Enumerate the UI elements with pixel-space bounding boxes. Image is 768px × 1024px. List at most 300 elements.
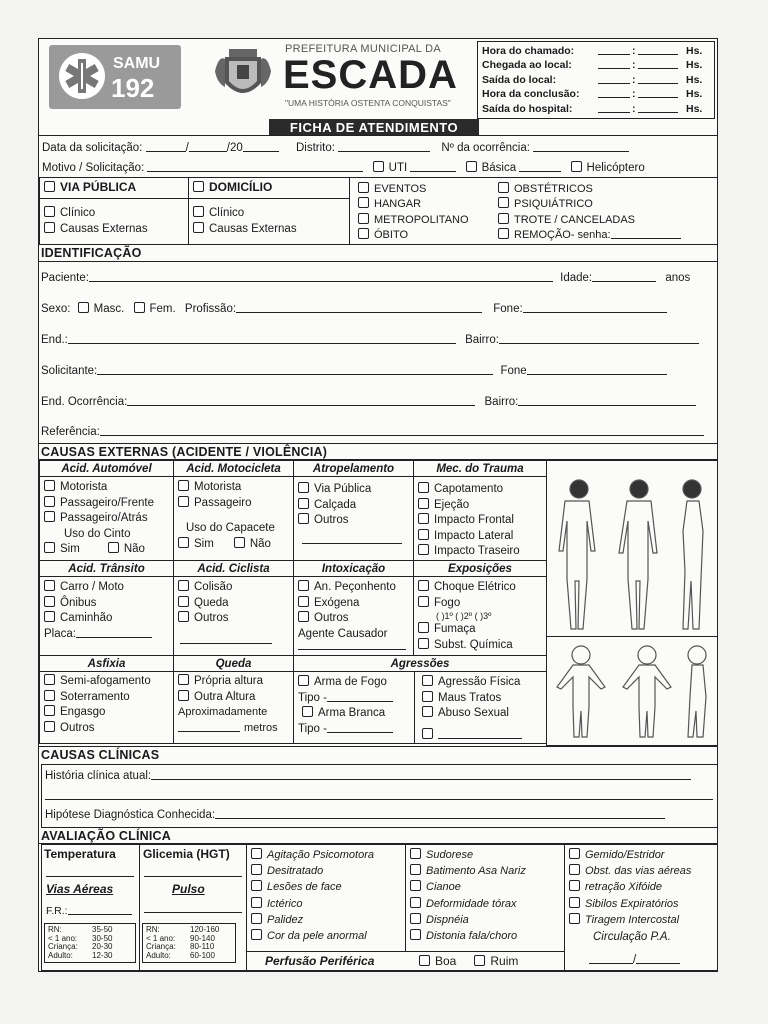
helicoptero-label: Helicóptero [586, 162, 645, 174]
mec-impacto-lateral-label: Impacto Lateral [434, 529, 514, 542]
agente-causador-field[interactable] [298, 649, 406, 650]
capacete-sim-label: Sim [194, 537, 214, 550]
moto-motorista-checkbox[interactable] [178, 480, 189, 491]
city-name: ESCADA [283, 53, 458, 97]
child-front-figure [557, 646, 605, 737]
time-unit-0: Hs. [686, 45, 703, 57]
fone2-field[interactable] [527, 364, 667, 375]
hipotese-label: Hipótese Diagnóstica Conhecida: [45, 809, 216, 821]
ciclista-queda-label: Queda [194, 596, 229, 609]
solicitante-label: Solicitante: [41, 365, 98, 377]
time-unit-2: Hs. [686, 73, 703, 86]
helicoptero-checkbox[interactable] [571, 161, 582, 172]
anos-label: anos [665, 272, 691, 284]
placa-label: Placa: [44, 627, 76, 640]
dom-clinico-checkbox[interactable] [193, 206, 204, 217]
end-label: End.: [41, 334, 68, 346]
asfixia-box [39, 655, 174, 744]
samu-logo [49, 45, 181, 109]
boa-label: Boa [435, 954, 457, 968]
agente-causador-label: Agente Causador [298, 627, 388, 640]
ciclista-outros-field[interactable] [180, 643, 272, 644]
profissao-field[interactable] [236, 302, 482, 313]
sign-deformidade-torax-label: Deformidade tórax [426, 897, 517, 910]
atropelamento-box [293, 460, 414, 561]
mec-trauma-box [413, 460, 547, 561]
acid-transito-title: Acid. Trânsito [40, 561, 173, 577]
cinto-nao-checkbox[interactable] [108, 542, 119, 553]
time-hour-field-2[interactable] [598, 73, 630, 84]
mec-impacto-traseiro-label: Impacto Traseiro [434, 545, 520, 558]
transito-carro-moto-checkbox[interactable] [44, 580, 55, 591]
sign-cianoe-checkbox[interactable] [410, 880, 421, 891]
date-slash: / [185, 142, 189, 154]
pulso-label: Pulso [172, 882, 205, 896]
motivo-field[interactable] [147, 161, 363, 172]
atrop-via-publica-checkbox[interactable] [298, 482, 309, 493]
samu-word: SAMU [113, 55, 161, 72]
temperatura-field[interactable] [46, 876, 134, 877]
moto-capacete-label: Uso do Capacete [186, 522, 275, 535]
asfixia-semi-afogamento-label: Semi-afogamento [60, 675, 151, 687]
idade-field[interactable] [592, 271, 656, 282]
fone2-label: Fone [500, 365, 527, 377]
ref-label-3: Adulto: [146, 950, 171, 960]
asfixia-title: Asfixia [40, 656, 173, 672]
sign-lesoes-de-face-checkbox[interactable] [251, 880, 262, 891]
capacete-nao-checkbox[interactable] [234, 537, 245, 548]
mec-capotamento-label: Capotamento [434, 483, 504, 495]
asfixia-soterramento-label: Soterramento [60, 690, 130, 703]
masc-checkbox[interactable] [78, 302, 89, 313]
expo-fogo-checkbox[interactable] [418, 596, 429, 607]
metros-label: metros [244, 721, 278, 734]
via-clinico-label: Clínico [60, 207, 96, 219]
automovel-motorista-checkbox[interactable] [44, 480, 55, 491]
pa-systolic-field[interactable] [589, 953, 633, 964]
expo-choque-eletrico-label: Choque Elétrico [434, 581, 516, 593]
time-label-3: Hora da conclusão: [482, 88, 580, 101]
bairro2-field[interactable] [518, 395, 696, 406]
queda-title: Queda [174, 656, 293, 672]
time-hour-field-1[interactable] [598, 58, 630, 69]
causas-externas-title: CAUSAS EXTERNAS (ACIDENTE / VIOLÊNCIA) [41, 445, 328, 459]
loc-obito-checkbox[interactable] [358, 228, 369, 239]
domicilio-checkbox[interactable] [193, 181, 204, 192]
time-label-2: Saída do local: [482, 73, 557, 86]
via-publica-checkbox[interactable] [44, 181, 55, 192]
aprox-label: Aproximadamente [178, 706, 268, 719]
sign-distonia-fala-choro-label: Distonia fala/choro [426, 930, 518, 943]
ref-label-1: < 1 ano: [48, 933, 78, 943]
end-field[interactable] [68, 333, 456, 344]
loc-psiquiatrico-label: PSIQUIÁTRICO [514, 198, 593, 211]
sign-tiragem-intercostal-checkbox[interactable] [569, 913, 580, 924]
temperatura-label: Temperatura [44, 847, 116, 861]
atrop-calcada-checkbox[interactable] [298, 498, 309, 509]
mec-ejecao-label: Ejeção [434, 498, 470, 511]
ciclista-outros-label: Outros [194, 612, 229, 625]
location-options-box [349, 177, 717, 245]
star-of-life-icon [59, 53, 105, 99]
child-side-figure [688, 646, 706, 737]
cinto-sim-label: Sim [60, 543, 80, 556]
signs-col3 [564, 844, 717, 971]
expo-fumaca-checkbox[interactable] [418, 622, 429, 633]
automovel-passageiro-frente-checkbox[interactable] [44, 496, 55, 507]
automovel-motorista-label: Motorista [60, 481, 108, 493]
sign-retracao-xifoide-label: retração Xifóide [585, 881, 663, 894]
sign-batimento-asa-nariz-checkbox[interactable] [410, 864, 421, 875]
form-title: FICHA DE ATENDIMENTO [269, 119, 479, 136]
sign-sibilos-expiratorios-checkbox[interactable] [569, 897, 580, 908]
exposicoes-box [413, 560, 547, 656]
vias-aereas-label: Vias Aéreas [46, 882, 114, 896]
sign-cor-da-pele-anormal-checkbox[interactable] [251, 929, 262, 940]
queda-propria-altura-label: Própria altura [194, 675, 264, 687]
intox-outros-checkbox[interactable] [298, 611, 309, 622]
basica-field[interactable] [519, 161, 561, 172]
perfusao-label: Perfusão Periférica [265, 954, 375, 968]
arma-fogo-tipo-label: Tipo - [298, 691, 327, 704]
sign-palidez-label: Palidez [267, 913, 304, 926]
loc-eventos-checkbox[interactable] [358, 182, 369, 193]
sign-tiragem-intercostal-label: Tiragem Intercostal [585, 913, 680, 926]
fr-label: F.R.: [46, 905, 68, 917]
intox-exogena-checkbox[interactable] [298, 596, 309, 607]
time-colon-0: : [632, 45, 636, 57]
fr-reference-table [44, 923, 136, 963]
bairro-field[interactable] [499, 333, 699, 344]
bairro-label: Bairro: [465, 334, 499, 346]
agressoes-box [293, 655, 547, 744]
sexo-label: Sexo: [41, 303, 71, 315]
sign-dispneia-label: Dispnéia [426, 913, 469, 926]
mec-ejecao-checkbox[interactable] [418, 498, 429, 509]
acid-transito-box [39, 560, 174, 656]
solicitante-field[interactable] [97, 364, 493, 375]
time-hour-field-4[interactable] [598, 102, 630, 113]
atrop-outros-field[interactable] [302, 543, 402, 544]
queda-box [173, 655, 294, 744]
time-unit-4: Hs. [686, 102, 703, 115]
cinto-sim-checkbox[interactable] [44, 542, 55, 553]
acid-ciclista-box [173, 560, 294, 656]
automovel-cinto-label: Uso do Cinto [64, 527, 131, 540]
sign-distonia-fala-choro-checkbox[interactable] [410, 929, 421, 940]
time-minute-field-0[interactable] [638, 44, 678, 55]
agressao-maus-tratos-label: Maus Tratos [438, 691, 502, 704]
ruim-checkbox[interactable] [474, 955, 485, 966]
ciclista-outros-checkbox[interactable] [178, 611, 189, 622]
domicilio-box [188, 177, 350, 245]
boa-checkbox[interactable] [419, 955, 430, 966]
date-day-field[interactable] [146, 141, 186, 152]
adult-back-figure [619, 480, 657, 629]
causas-clinicas-box [41, 764, 717, 828]
time-colon-2: : [632, 73, 636, 86]
sign-cianoe-label: Cianoe [426, 881, 461, 894]
moto-motorista-label: Motorista [194, 481, 242, 493]
hipotese-field[interactable] [215, 808, 665, 819]
metros-field[interactable] [178, 721, 240, 732]
ref-value-3: 12-30 [92, 950, 113, 960]
queda-outra-altura-checkbox[interactable] [178, 690, 189, 701]
loc-eventos-label: EVENTOS [374, 183, 427, 195]
asfixia-semi-afogamento-checkbox[interactable] [44, 674, 55, 685]
time-hour-field-0[interactable] [598, 44, 630, 55]
domicilio-label: DOMICÍLIO [209, 180, 273, 194]
sign-sudorese-checkbox[interactable] [410, 848, 421, 859]
fone-field[interactable] [523, 302, 667, 313]
sign-gemido-estridor-label: Gemido/Estridor [585, 849, 665, 861]
district-field[interactable] [338, 141, 430, 152]
intox-exogena-label: Exógena [314, 596, 360, 609]
exposicoes-title: Exposições [414, 561, 546, 577]
asfixia-soterramento-checkbox[interactable] [44, 690, 55, 701]
time-minute-field-3[interactable] [638, 87, 678, 98]
date-year-field[interactable] [243, 141, 279, 152]
sign-icterico-label: Ictérico [267, 897, 303, 910]
intox-an-peconhento-checkbox[interactable] [298, 580, 309, 591]
transito-carro-moto-label: Carro / Moto [60, 581, 124, 593]
sign-retracao-xifoide-checkbox[interactable] [569, 880, 580, 891]
time-unit-3: Hs. [686, 88, 703, 101]
ref-label-0: RN: [48, 925, 62, 934]
ref-label-0: RN: [146, 925, 160, 934]
mec-trauma-title: Mec. do Trauma [414, 461, 546, 477]
acid-automovel-title: Acid. Automóvel [40, 461, 173, 477]
occurrence-field[interactable] [533, 141, 629, 152]
expo-choque-eletrico-checkbox[interactable] [418, 580, 429, 591]
agressao-abuso-sexual-label: Abuso Sexual [438, 707, 509, 720]
acid-ciclista-title: Acid. Ciclista [174, 561, 293, 577]
pulso-reference-table [142, 923, 236, 963]
samu-number: 192 [111, 73, 155, 103]
glicemia-label: Glicemia (HGT) [143, 847, 230, 861]
via-clinico-checkbox[interactable] [44, 206, 55, 217]
ref-label-1: < 1 ano: [146, 933, 176, 943]
sign-obst-das-vias-aereas-checkbox[interactable] [569, 864, 580, 875]
time-minute-field-2[interactable] [638, 73, 678, 84]
intox-outros-label: Outros [314, 612, 349, 625]
intoxicacao-title: Intoxicação [294, 561, 413, 577]
sign-palidez-checkbox[interactable] [251, 913, 262, 924]
motto-text: "UMA HISTÓRIA OSTENTA CONQUISTAS" [285, 98, 451, 108]
district-label: Distrito: [295, 142, 335, 154]
time-label-0: Hora do chamado: [482, 45, 575, 57]
via-causas-checkbox[interactable] [44, 222, 55, 233]
paciente-label: Paciente: [41, 272, 89, 284]
loc-hangar-label: HANGAR [374, 198, 422, 211]
via-publica-box [39, 177, 189, 245]
loc-metropolitano-checkbox[interactable] [358, 213, 369, 224]
historia-field[interactable] [151, 769, 691, 780]
sign-desitratado-checkbox[interactable] [251, 864, 262, 875]
fone-label: Fone: [493, 303, 523, 315]
sign-gemido-estridor-checkbox[interactable] [569, 848, 580, 859]
agressao-outros-checkbox[interactable] [422, 728, 433, 739]
signs-col2 [405, 844, 565, 952]
agressao-agressao-fisica-label: Agressão Física [438, 676, 521, 688]
perfusao-box [246, 951, 565, 971]
ruim-label: Ruim [490, 954, 519, 968]
automovel-passageiro-atras-checkbox[interactable] [44, 511, 55, 522]
loc-remocao-senha-checkbox[interactable] [498, 228, 509, 239]
ref-value-2: 80-110 [190, 942, 215, 952]
moto-passageiro-checkbox[interactable] [178, 496, 189, 507]
referencia-label: Referência: [41, 426, 100, 438]
adult-front-figure [559, 480, 595, 629]
fr-field[interactable] [68, 904, 132, 915]
capacete-sim-checkbox[interactable] [178, 537, 189, 548]
uti-checkbox[interactable] [373, 161, 384, 172]
arma-fogo-checkbox[interactable] [298, 675, 309, 686]
date-month-field[interactable] [189, 141, 227, 152]
ref-value-0: 120-160 [190, 925, 220, 934]
municipal-crest-icon [211, 47, 275, 107]
sign-dispneia-checkbox[interactable] [410, 913, 421, 924]
time-unit-1: Hs. [686, 59, 703, 72]
atrop-via-publica-label: Via Pública [314, 483, 372, 495]
profissao-label: Profissão: [184, 303, 237, 315]
child-back-figure [623, 646, 671, 737]
pa-diastolic-field[interactable] [636, 953, 680, 964]
prefeitura-text: PREFEITURA MUNICIPAL DA [285, 43, 442, 55]
arma-branca-tipo-label: Tipo - [298, 722, 327, 735]
masc-label: Masc. [93, 303, 125, 315]
loc-obstetricos-checkbox[interactable] [498, 182, 509, 193]
basica-checkbox[interactable] [466, 161, 477, 172]
transito-caminhao-checkbox[interactable] [44, 611, 55, 622]
transito-onibus-checkbox[interactable] [44, 596, 55, 607]
loc-trote-canceladas-checkbox[interactable] [498, 213, 509, 224]
dom-clinico-label: Clínico [209, 207, 245, 219]
atrop-outros-checkbox[interactable] [298, 513, 309, 524]
time-minute-field-1[interactable] [638, 58, 678, 69]
pa-slash: / [633, 954, 637, 966]
asfixia-outros-label: Outros [60, 721, 95, 734]
time-hour-field-3[interactable] [598, 87, 630, 98]
mec-impacto-frontal-checkbox[interactable] [418, 513, 429, 524]
circulacao-label: Circulação P.A. [593, 931, 671, 943]
sign-deformidade-torax-checkbox[interactable] [410, 897, 421, 908]
mec-capotamento-checkbox[interactable] [418, 482, 429, 493]
loc-obstetricos-label: OBSTÉTRICOS [514, 183, 593, 195]
intoxicacao-box [293, 560, 414, 656]
atrop-outros-label: Outros [314, 514, 349, 527]
atropelamento-title: Atropelamento [294, 461, 413, 477]
fem-label: Fem. [149, 303, 176, 315]
historia-extra-line[interactable] [45, 799, 713, 800]
remocao-senha-field[interactable] [611, 228, 681, 239]
queda-outra-altura-label: Outra Altura [194, 690, 256, 703]
referencia-field[interactable] [100, 425, 704, 436]
via-causas-label: Causas Externas [60, 223, 148, 235]
dom-causas-checkbox[interactable] [193, 222, 204, 233]
sign-obst-das-vias-aereas-label: Obst. das vias aéreas [585, 865, 692, 878]
time-label-1: Chegada ao local: [482, 59, 572, 72]
time-minute-field-4[interactable] [638, 102, 678, 113]
time-label-4: Saída do hospital: [482, 102, 573, 115]
arma-fogo-tipo-field[interactable] [327, 691, 393, 702]
dom-causas-label: Causas Externas [209, 223, 297, 235]
time-colon-1: : [632, 59, 636, 72]
mec-impacto-traseiro-checkbox[interactable] [418, 544, 429, 555]
agressao-agressao-fisica-checkbox[interactable] [422, 675, 433, 686]
sign-sudorese-label: Sudorese [426, 849, 474, 861]
sign-sibilos-expiratorios-label: Sibilos Expiratórios [585, 897, 679, 910]
moto-passageiro-label: Passageiro [194, 496, 252, 509]
ciclista-colisao-label: Colisão [194, 581, 233, 593]
ref-label-2: Criança: [48, 942, 78, 952]
asfixia-outros-checkbox[interactable] [44, 721, 55, 732]
uti-label: UTI [388, 162, 408, 174]
via-publica-label: VIA PÚBLICA [60, 180, 137, 194]
body-diagram-child [546, 636, 717, 746]
times-box [477, 41, 715, 119]
loc-psiquiatrico-checkbox[interactable] [498, 197, 509, 208]
ref-value-1: 90-140 [190, 933, 215, 943]
placa-field[interactable] [76, 627, 152, 638]
automovel-passageiro-frente-label: Passageiro/Frente [60, 496, 154, 509]
bairro2-label: Bairro: [484, 396, 519, 408]
ciclista-queda-checkbox[interactable] [178, 596, 189, 607]
historia-label: História clínica atual: [45, 770, 152, 782]
ref-value-3: 60-100 [190, 950, 215, 960]
asfixia-engasgo-checkbox[interactable] [44, 705, 55, 716]
ciclista-colisao-checkbox[interactable] [178, 580, 189, 591]
agressoes-title: Agressões [294, 656, 546, 672]
pulso-field[interactable] [144, 912, 242, 913]
agressao-outros-field[interactable] [438, 728, 522, 739]
agressao-abuso-sexual-checkbox[interactable] [422, 706, 433, 717]
sign-desitratado-label: Desitratado [267, 865, 324, 878]
arma-branca-tipo-field[interactable] [327, 722, 393, 733]
sign-agitacao-psicomotora-checkbox[interactable] [251, 848, 262, 859]
loc-trote-canceladas-label: TROTE / CANCELADAS [514, 213, 636, 226]
arma-branca-label: Arma Branca [318, 707, 386, 720]
expo-subst-quimica-label: Subst. Química [434, 638, 513, 651]
motivo-label: Motivo / Solicitação: [42, 162, 145, 174]
paciente-field[interactable] [89, 271, 553, 282]
arma-branca-checkbox[interactable] [302, 706, 313, 717]
mec-impacto-frontal-label: Impacto Frontal [434, 514, 514, 527]
fem-checkbox[interactable] [134, 302, 145, 313]
sign-icterico-checkbox[interactable] [251, 897, 262, 908]
agressao-maus-tratos-checkbox[interactable] [422, 691, 433, 702]
mec-impacto-lateral-checkbox[interactable] [418, 529, 429, 540]
expo-subst-quimica-checkbox[interactable] [418, 638, 429, 649]
loc-hangar-checkbox[interactable] [358, 197, 369, 208]
end-ocorrencia-field[interactable] [127, 395, 475, 406]
ref-value-1: 30-50 [92, 933, 113, 943]
acid-automovel-box [39, 460, 174, 561]
ref-label-3: Adulto: [48, 950, 73, 960]
loc-obito-label: ÓBITO [374, 229, 409, 242]
arma-fogo-label: Arma de Fogo [314, 676, 387, 688]
uti-field[interactable] [410, 161, 456, 172]
transito-onibus-label: Ônibus [60, 596, 97, 609]
vitals-box [41, 844, 247, 971]
basica-label: Básica [481, 162, 517, 174]
sign-lesoes-de-face-label: Lesões de face [267, 881, 342, 894]
causas-clinicas-title: CAUSAS CLÍNICAS [41, 748, 160, 762]
time-colon-3: : [632, 88, 636, 101]
sign-cor-da-pele-anormal-label: Cor da pele anormal [267, 930, 367, 943]
glicemia-field[interactable] [144, 876, 242, 877]
queda-propria-altura-checkbox[interactable] [178, 674, 189, 685]
